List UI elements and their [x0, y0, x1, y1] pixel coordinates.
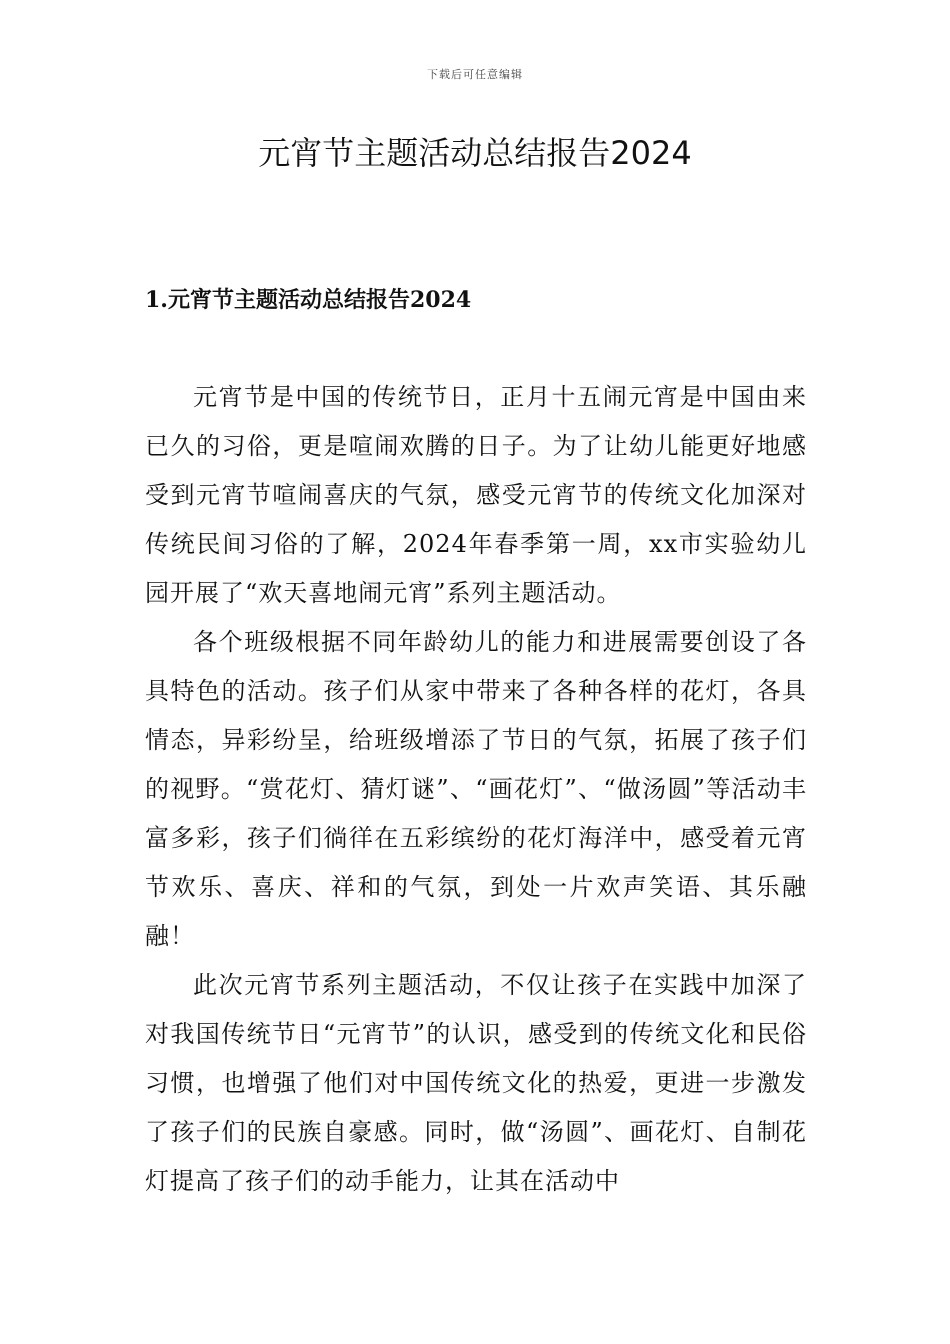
paragraph-2: 各个班级根据不同年龄幼儿的能力和进展需要创设了各具特色的活动。孩子们从家中带来了各种各样的花灯，各具情态，异彩纷呈，给班级增添了节日的气氛，拓展了孩子们的视野。“赏花灯、猜灯谜”、“画花灯”、“做汤圆”等活动丰富多彩，孩子们徜徉在五彩缤纷的花灯海洋中，感受着元宵节欢乐、喜庆、祥和的气氛，到处一片欢声笑语、其乐融融！ [145, 628, 807, 950]
body-text [145, 373, 807, 1206]
paragraph-1: 元宵节是中国的传统节日，正月十五闹元宵是中国由来已久的习俗，更是喧闹欢腾的日子。为了让幼儿能更好地感受到元宵节喧闹喜庆的气氛，感受元宵节的传统文化加深对传统民间习俗的了解，2024年春季第一周，xx市实验幼儿园开展了“欢天喜地闹元宵”系列主题活动。 [145, 383, 807, 607]
header-note: 下载后可任意编辑 [427, 68, 523, 81]
document-title: 元宵节主题活动总结报告2024 [258, 134, 692, 172]
section-heading: 1.元宵节主题活动总结报告2024 [145, 287, 472, 313]
paragraph-3: 此次元宵节系列主题活动，不仅让孩子在实践中加深了对我国传统节日“元宵节”的认识，感受到的传统文化和民俗习惯，也增强了他们对中国传统文化的热爱，更进一步激发了孩子们的民族自豪感。同时，做“汤圆”、画花灯、自制花灯提高了孩子们的动手能力，让其在活动中 [145, 971, 807, 1195]
